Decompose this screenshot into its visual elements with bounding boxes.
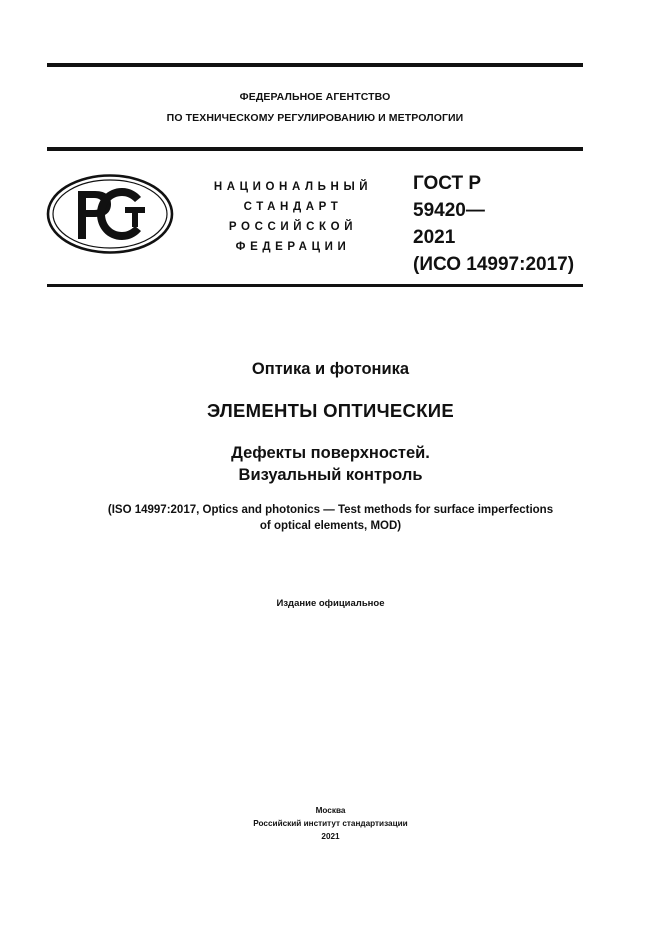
top-rule	[47, 63, 583, 67]
edition-label: Издание официальное	[276, 598, 385, 609]
standard-type-line1: НАЦИОНАЛЬНЫЙ	[213, 181, 373, 193]
imprint-year: 2021	[321, 832, 340, 841]
iso-reference	[20, 502, 641, 534]
imprint	[20, 804, 641, 843]
header-bottom-rule	[47, 284, 583, 287]
designation-line2: 59420—	[413, 200, 485, 221]
agency-name-line1: ФЕДЕРАЛЬНОЕ АГЕНТСТВО	[239, 91, 391, 103]
imprint-publisher: Российский институт стандартизации	[253, 819, 408, 828]
iso-reference-line2: of optical elements, MOD)	[259, 520, 402, 532]
subject-field: Оптика и фотоника	[251, 360, 410, 378]
standard-type	[190, 177, 396, 257]
document-title: ЭЛЕМЕНТЫ ОПТИЧЕСКИЕ	[206, 400, 455, 421]
standard-type-line4: ФЕДЕРАЦИИ	[235, 241, 351, 253]
rst-certification-mark-icon	[45, 173, 175, 255]
document-subtitle	[20, 442, 641, 486]
subtitle-line1: Дефекты поверхностей.	[231, 444, 430, 462]
designation-line3: 2021	[413, 227, 456, 248]
designation-line4: (ИСО 14997:2017)	[413, 254, 575, 275]
standard-type-line2: СТАНДАРТ	[243, 201, 343, 213]
iso-reference-line1: (ISO 14997:2017, Optics and photonics — Test methods for surface imperfections	[107, 504, 554, 516]
header-rule	[47, 147, 583, 151]
subtitle-line2: Визуальный контроль	[238, 466, 423, 484]
designation-line1: ГОСТ Р	[413, 173, 482, 194]
standard-type-line3: РОССИЙСКОЙ	[228, 221, 358, 233]
standard-designation	[413, 170, 574, 278]
imprint-city: Москва	[315, 806, 346, 815]
agency-name-line2: ПО ТЕХНИЧЕСКОМУ РЕГУЛИРОВАНИЮ И МЕТРОЛОГИИ	[166, 112, 464, 124]
